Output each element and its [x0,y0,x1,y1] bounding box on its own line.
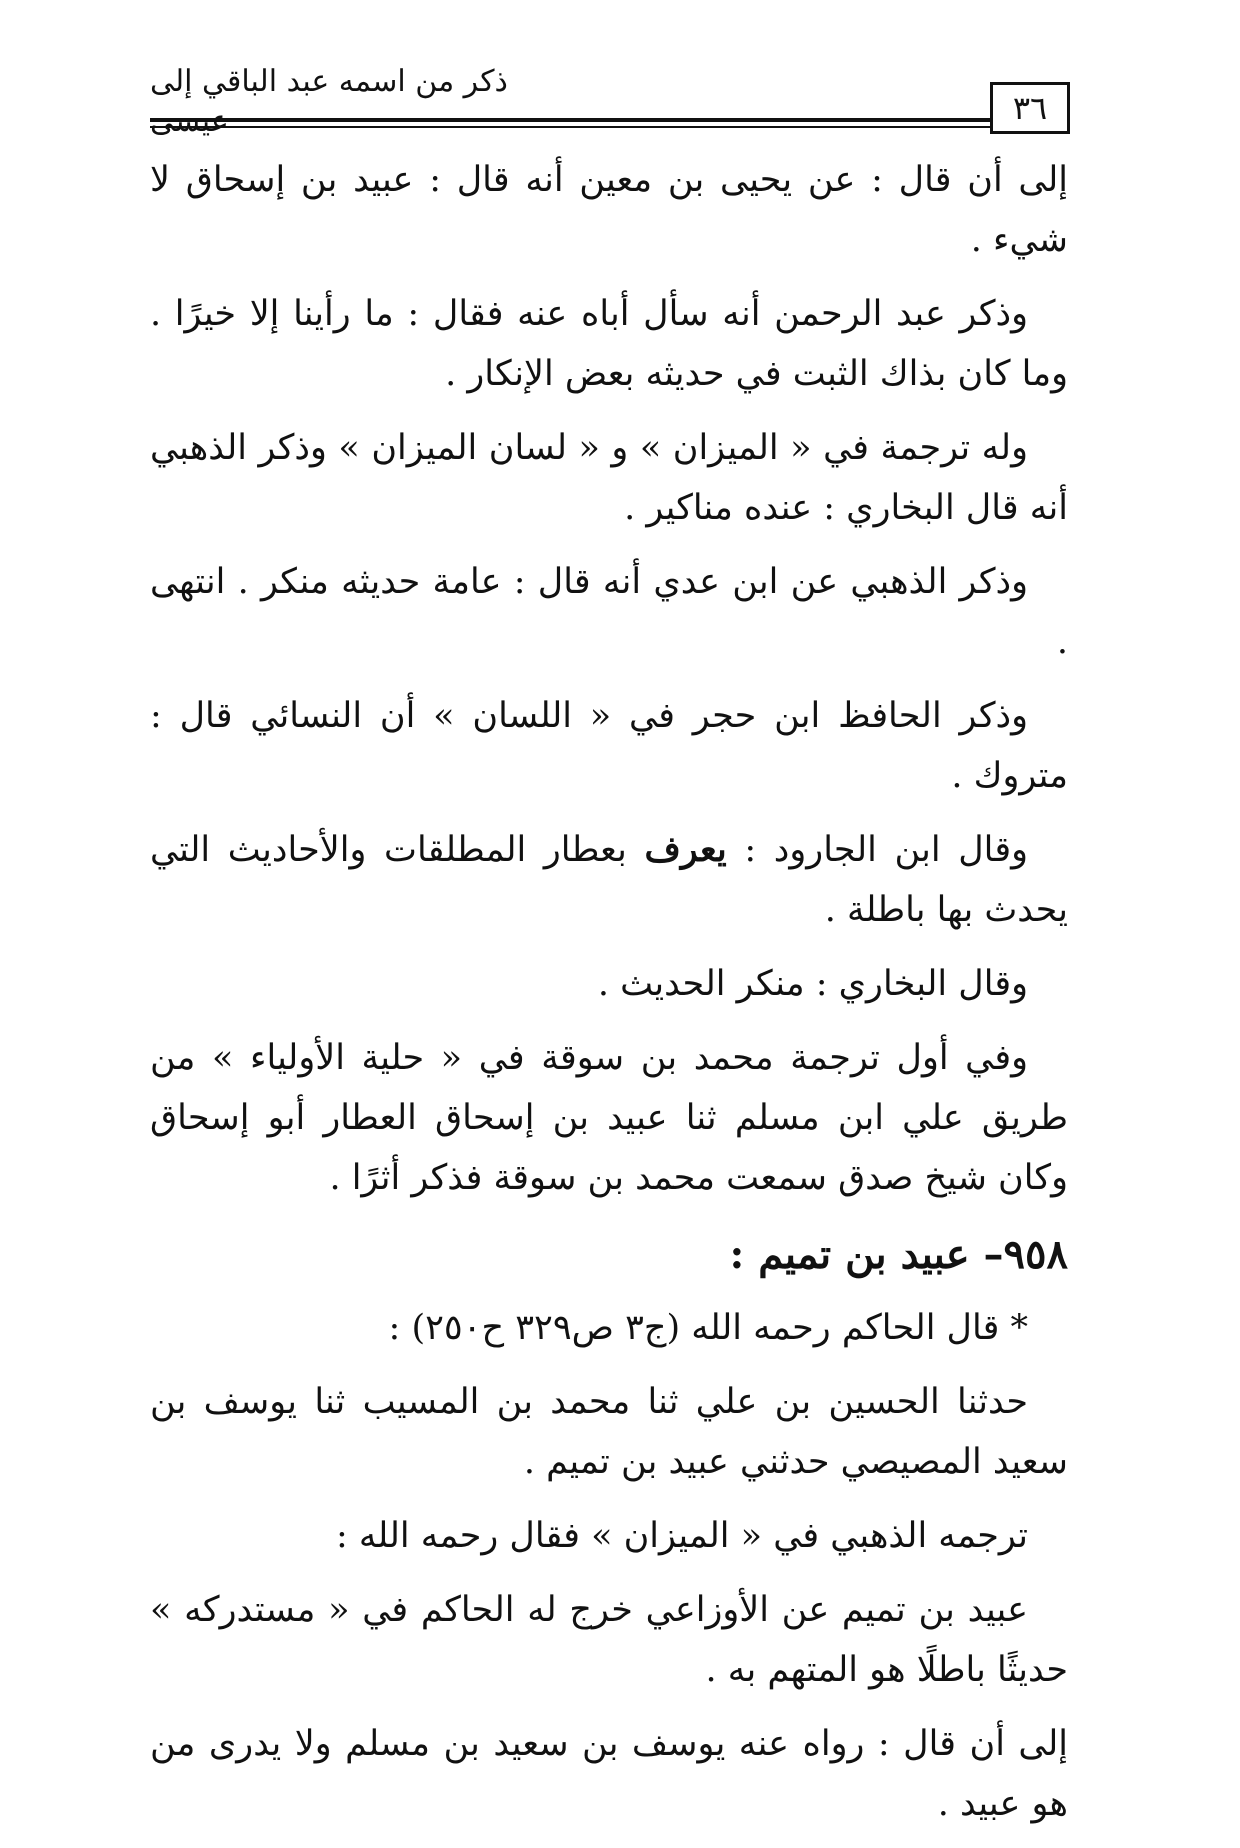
paragraph-3: وله ترجمة في « الميزان » و « لسان الميزان » وذكر الذهبي أنه قال البخاري : عنده مناكير . [150,428,1068,528]
paragraph-8: وفي أول ترجمة محمد بن سوقة في « حلية الأولياء » من طريق علي ابن مسلم ثنا عبيد بن إسحاق العطار أبو إسحاق وكان شيخ صدق سمعت محمد بن سوقة فذكر أثرًا . [150,1038,1068,1198]
paragraph-1: إلى أن قال : عن يحيى بن معين أنه قال : عبيد بن إسحاق لا شيء . [150,160,1068,260]
running-title: ذكر من اسمه عبد الباقي إلى [150,64,508,99]
entry-heading [150,1222,1068,1288]
entry-paragraph-4: عبيد بن تميم عن الأوزاعي خرج له الحاكم في « مستدركه » حديثًا باطلًا هو المتهم به . [150,1590,1068,1690]
entry-paragraph-1: * قال الحاكم رحمه الله (ج٣ ص٣٢٩ ح٢٥٠) : [388,1308,1028,1348]
entry-name: عبيد بن تميم : [729,1231,970,1278]
paragraph-6-rest: بعطار المطلقات والأحاديث التي يحدث بها باطلة . [150,830,1068,930]
paragraph-6-lead: وقال ابن الجارود : [726,830,1028,870]
paragraph-6 [150,820,1068,940]
entry-paragraph-5: إلى أن قال : رواه عنه يوسف بن سعيد بن مسلم ولا يدرى من هو عبيد . [150,1724,1068,1824]
body-text [150,150,1068,1848]
entry-paragraph-2: حدثنا الحسين بن علي ثنا محمد بن المسيب ثنا يوسف بن سعيد المصيصي حدثني عبيد بن تميم . [150,1382,1068,1482]
header-rule-thick [150,118,993,122]
paragraph-6-bold-word: يعرف [644,829,727,870]
paragraph-2: وذكر عبد الرحمن أنه سأل أباه عنه فقال : ما رأينا إلا خيرًا . وما كان بذاك الثبت في حديثه بعض الإنكار . [150,294,1068,394]
header-rule-thin [150,126,993,128]
paragraph-5: وذكر الحافظ ابن حجر في « اللسان » أن النسائي قال : متروك . [150,696,1068,796]
page-number-box: ٣٦ [990,82,1070,134]
entry-number: ٩٥٨ [1003,1231,1068,1278]
paragraph-4: وذكر الذهبي عن ابن عدي أنه قال : عامة حديثه منكر . انتهى . [150,562,1068,662]
entry-paragraph-3: ترجمه الذهبي في « الميزان » فقال رحمه الله : [335,1516,1028,1556]
paragraph-7: وقال البخاري : منكر الحديث . [597,964,1028,1004]
entry-separator: – [983,1231,1004,1278]
